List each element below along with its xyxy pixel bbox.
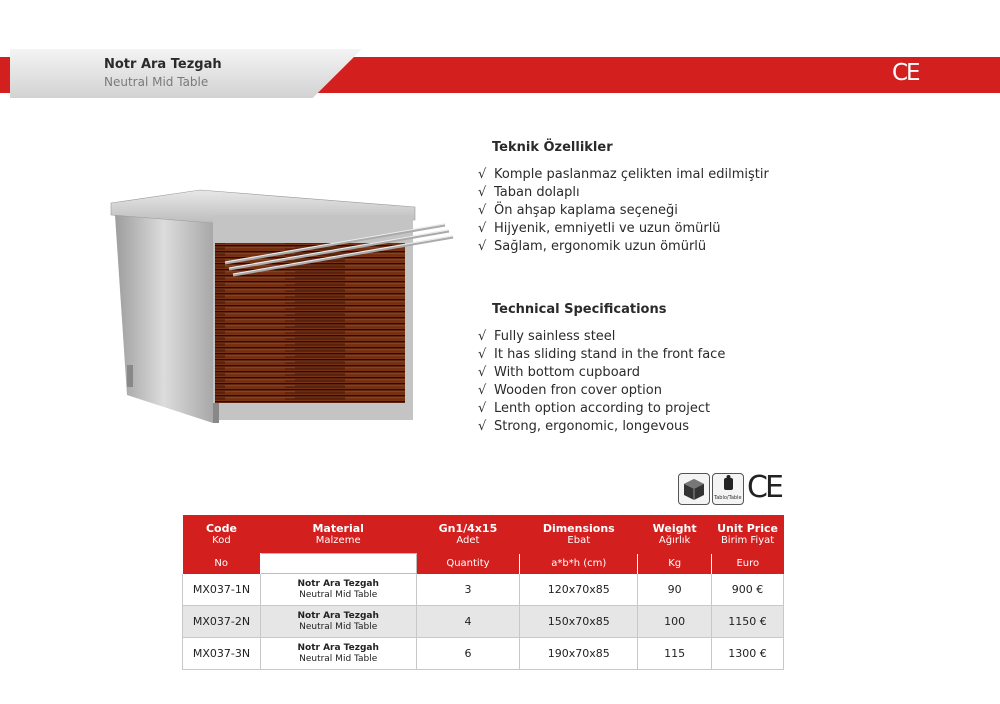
list-item: √ Sağlam, ergonomik uzun ömürlü bbox=[478, 239, 707, 254]
check-icon: √ bbox=[478, 329, 487, 344]
column-header: Code Kod bbox=[183, 515, 261, 554]
column-header: Gn1/4x15 Adet bbox=[416, 515, 520, 554]
quantity-cell: 3 bbox=[416, 574, 520, 606]
check-icon: √ bbox=[478, 185, 487, 200]
list-item: √ Fully sainless steel bbox=[478, 329, 616, 344]
list-item: √ With bottom cupboard bbox=[478, 365, 640, 380]
list-item: √ Strong, ergonomic, longevous bbox=[478, 419, 690, 434]
specs-en-title: Technical Specifications bbox=[492, 302, 667, 317]
weight-cell: 100 bbox=[638, 606, 712, 638]
list-item: √ It has sliding stand in the front face bbox=[478, 347, 726, 362]
list-item: √ Komple paslanmaz çelikten imal edilmiştir bbox=[478, 167, 769, 182]
sub-header bbox=[260, 554, 416, 574]
list-item: √ Lenth option according to project bbox=[478, 401, 711, 416]
price-cell: 900 € bbox=[712, 574, 784, 606]
table-info-icon: Tablo/Table bbox=[712, 473, 744, 505]
code-cell: MX037-2N bbox=[183, 606, 261, 638]
product-image bbox=[105, 185, 457, 435]
column-header: Dimensions Ebat bbox=[520, 515, 638, 554]
column-header: Unit Price Birim Fiyat bbox=[712, 515, 784, 554]
dimensions-cell: 190x70x85 bbox=[520, 638, 638, 670]
material-cell: Notr Ara Tezgah Neutral Mid Table bbox=[260, 638, 416, 670]
dimensions-cell: 120x70x85 bbox=[520, 574, 638, 606]
ce-mark-icon: CE bbox=[747, 470, 781, 505]
table-row bbox=[183, 606, 784, 638]
check-icon: √ bbox=[478, 365, 487, 380]
sub-header: No bbox=[183, 554, 261, 574]
check-icon: √ bbox=[478, 401, 487, 416]
specs-tr-title: Teknik Özellikler bbox=[492, 140, 613, 155]
cube-icon bbox=[678, 473, 710, 505]
check-icon: √ bbox=[478, 221, 487, 236]
check-icon: √ bbox=[478, 239, 487, 254]
sub-header: Quantity bbox=[416, 554, 520, 574]
check-icon: √ bbox=[478, 419, 487, 434]
material-cell: Notr Ara Tezgah Neutral Mid Table bbox=[260, 606, 416, 638]
list-item: √ Taban dolaplı bbox=[478, 185, 580, 200]
check-icon: √ bbox=[478, 203, 487, 218]
weight-cell: 115 bbox=[638, 638, 712, 670]
dimensions-cell: 150x70x85 bbox=[520, 606, 638, 638]
column-header: Weight Ağırlık bbox=[638, 515, 712, 554]
check-icon: √ bbox=[478, 167, 487, 182]
sub-header: Euro bbox=[712, 554, 784, 574]
specs-tr-list bbox=[478, 166, 769, 256]
weight-cell: 90 bbox=[638, 574, 712, 606]
check-icon: √ bbox=[478, 383, 487, 398]
list-item: √ Ön ahşap kaplama seçeneği bbox=[478, 203, 678, 218]
price-cell: 1300 € bbox=[712, 638, 784, 670]
sub-header: Kg bbox=[638, 554, 712, 574]
list-item: √ Wooden fron cover option bbox=[478, 383, 662, 398]
specs-en-list bbox=[478, 328, 725, 436]
price-table bbox=[182, 515, 784, 670]
page-subtitle: Neutral Mid Table bbox=[104, 75, 209, 89]
page-title: Notr Ara Tezgah bbox=[104, 57, 222, 72]
check-icon: √ bbox=[478, 347, 487, 362]
material-cell: Notr Ara Tezgah Neutral Mid Table bbox=[260, 574, 416, 606]
column-header: Material Malzeme bbox=[260, 515, 416, 554]
price-cell: 1150 € bbox=[712, 606, 784, 638]
table-row bbox=[183, 638, 784, 670]
list-item: √ Hijyenik, emniyetli ve uzun ömürlü bbox=[478, 221, 721, 236]
code-cell: MX037-3N bbox=[183, 638, 261, 670]
ce-mark-icon: CE bbox=[892, 60, 919, 86]
quantity-cell: 4 bbox=[416, 606, 520, 638]
table-row bbox=[183, 574, 784, 606]
code-cell: MX037-1N bbox=[183, 574, 261, 606]
quantity-cell: 6 bbox=[416, 638, 520, 670]
sub-header: a*b*h (cm) bbox=[520, 554, 638, 574]
